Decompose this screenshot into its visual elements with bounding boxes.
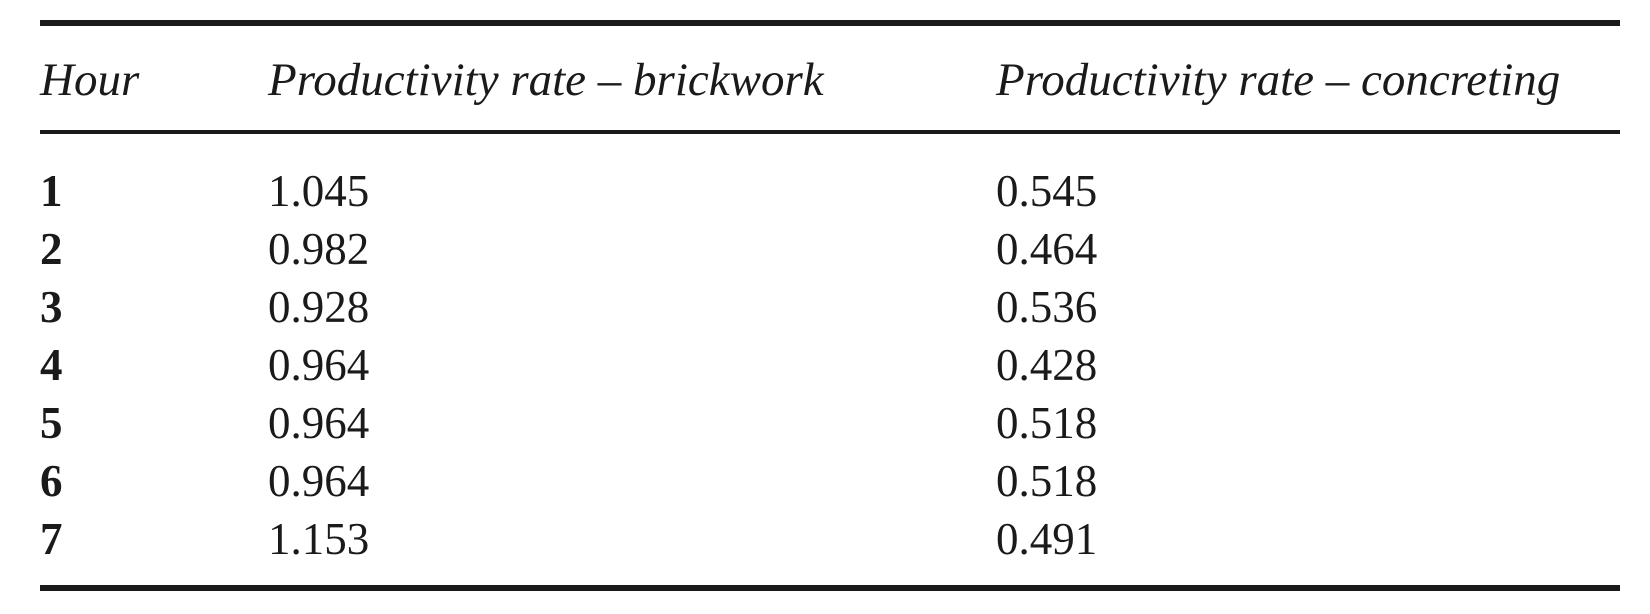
brickwork-cell: 1.045: [268, 166, 370, 216]
brickwork-cell: 0.982: [268, 224, 370, 274]
header-hour: Hour: [40, 54, 140, 106]
table-top-rule: [40, 20, 1620, 26]
table-bottom-rule: [40, 585, 1620, 591]
concreting-cell: 0.536: [996, 282, 1098, 332]
concreting-cell: 0.545: [996, 166, 1098, 216]
table-row: [0, 278, 1650, 336]
table-header-rule: [40, 130, 1620, 134]
hour-cell: 4: [40, 340, 63, 390]
table-row: [0, 220, 1650, 278]
hour-cell: 7: [40, 514, 63, 564]
brickwork-cell: 0.964: [268, 456, 370, 506]
brickwork-cell: 0.928: [268, 282, 370, 332]
hour-cell: 2: [40, 224, 63, 274]
brickwork-cell: 0.964: [268, 340, 370, 390]
table-row: [0, 394, 1650, 452]
table-row: [0, 452, 1650, 510]
brickwork-cell: 1.153: [268, 514, 370, 564]
brickwork-cell: 0.964: [268, 398, 370, 448]
table-body: [0, 162, 1650, 568]
hour-cell: 3: [40, 282, 63, 332]
concreting-cell: 0.464: [996, 224, 1098, 274]
hour-cell: 1: [40, 166, 63, 216]
concreting-cell: 0.518: [996, 398, 1098, 448]
table-row: [0, 162, 1650, 220]
hour-cell: 6: [40, 456, 63, 506]
table-header-row: [0, 50, 1650, 110]
concreting-cell: 0.518: [996, 456, 1098, 506]
table-row: [0, 336, 1650, 394]
header-brickwork: Productivity rate – brickwork: [268, 54, 824, 106]
concreting-cell: 0.428: [996, 340, 1098, 390]
header-concreting: Productivity rate – concreting: [996, 54, 1561, 106]
concreting-cell: 0.491: [996, 514, 1098, 564]
hour-cell: 5: [40, 398, 63, 448]
table-row: [0, 510, 1650, 568]
